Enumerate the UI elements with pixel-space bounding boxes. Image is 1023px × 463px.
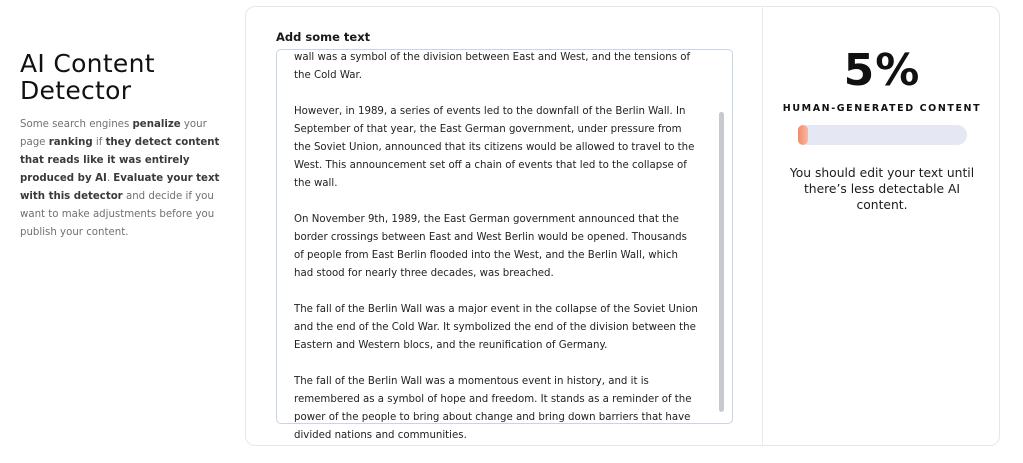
paragraph: On November 9th, 1989, the East German government announced that the border crossings between East and West Berlin would be opened. Thousands of people from East Berlin flooded into the West, and the Berlin Wall, which had stood for nearly three decades, was breached. bbox=[294, 214, 687, 279]
detector-card bbox=[245, 6, 1000, 446]
intro-description bbox=[20, 116, 235, 242]
text-input-area[interactable] bbox=[276, 49, 733, 441]
score-progress-fill bbox=[798, 125, 808, 145]
editor-column bbox=[246, 7, 762, 445]
desc-text-3: if bbox=[92, 137, 106, 148]
human-percent: 5% bbox=[843, 45, 921, 96]
desc-text-5: and decide if you want to make adjustments before you publish your content. bbox=[20, 191, 215, 238]
paragraph: wall was a symbol of the division between East and West, and the tensions of the Cold War. bbox=[294, 52, 691, 81]
score-progress-bar bbox=[798, 125, 967, 145]
paragraph: However, in 1989, a series of events led to the downfall of the Berlin Wall. In September of that year, the East German government, under pressure from the Soviet Union, announced that its citizens would be allowed to travel to the West. This announcement set off a chain of events that led to the collapse of the wall. bbox=[294, 106, 695, 189]
desc-text-2: your page bbox=[20, 119, 207, 148]
desc-bold-1: penalize bbox=[132, 119, 181, 130]
desc-bold-2: ranking bbox=[48, 137, 93, 148]
desc-bold-4: Evaluate your text with this detector bbox=[20, 173, 220, 202]
text-scrollbar[interactable] bbox=[719, 112, 724, 412]
text-content[interactable] bbox=[294, 49, 699, 463]
desc-text-4: . bbox=[106, 173, 114, 184]
result-column bbox=[763, 7, 1001, 445]
desc-text-1: Some search engines bbox=[20, 119, 133, 130]
paragraph: The fall of the Berlin Wall was a major event in the collapse of the Soviet Union and the end of the Cold War. It symbolized the end of the division between the Eastern and Western blocs, and the reunification of Germany. bbox=[294, 304, 698, 351]
desc-bold-3: they detect content that reads like it was entirely produced by AI bbox=[20, 137, 220, 184]
paragraph: The fall of the Berlin Wall was a momentous event in history, and it is remembered as a symbol of hope and freedom. It stands as a reminder of the power of the people to bring about change and bring down barriers that have divided nations and communities. bbox=[294, 376, 692, 441]
intro-panel bbox=[20, 50, 235, 242]
text-input-label: Add some text bbox=[276, 30, 371, 44]
result-caption: HUMAN-GENERATED CONTENT bbox=[782, 103, 982, 114]
result-advice: You should edit your text until there’s less detectable AI content. bbox=[789, 166, 975, 212]
page-title: AI Content Detector bbox=[20, 49, 155, 105]
